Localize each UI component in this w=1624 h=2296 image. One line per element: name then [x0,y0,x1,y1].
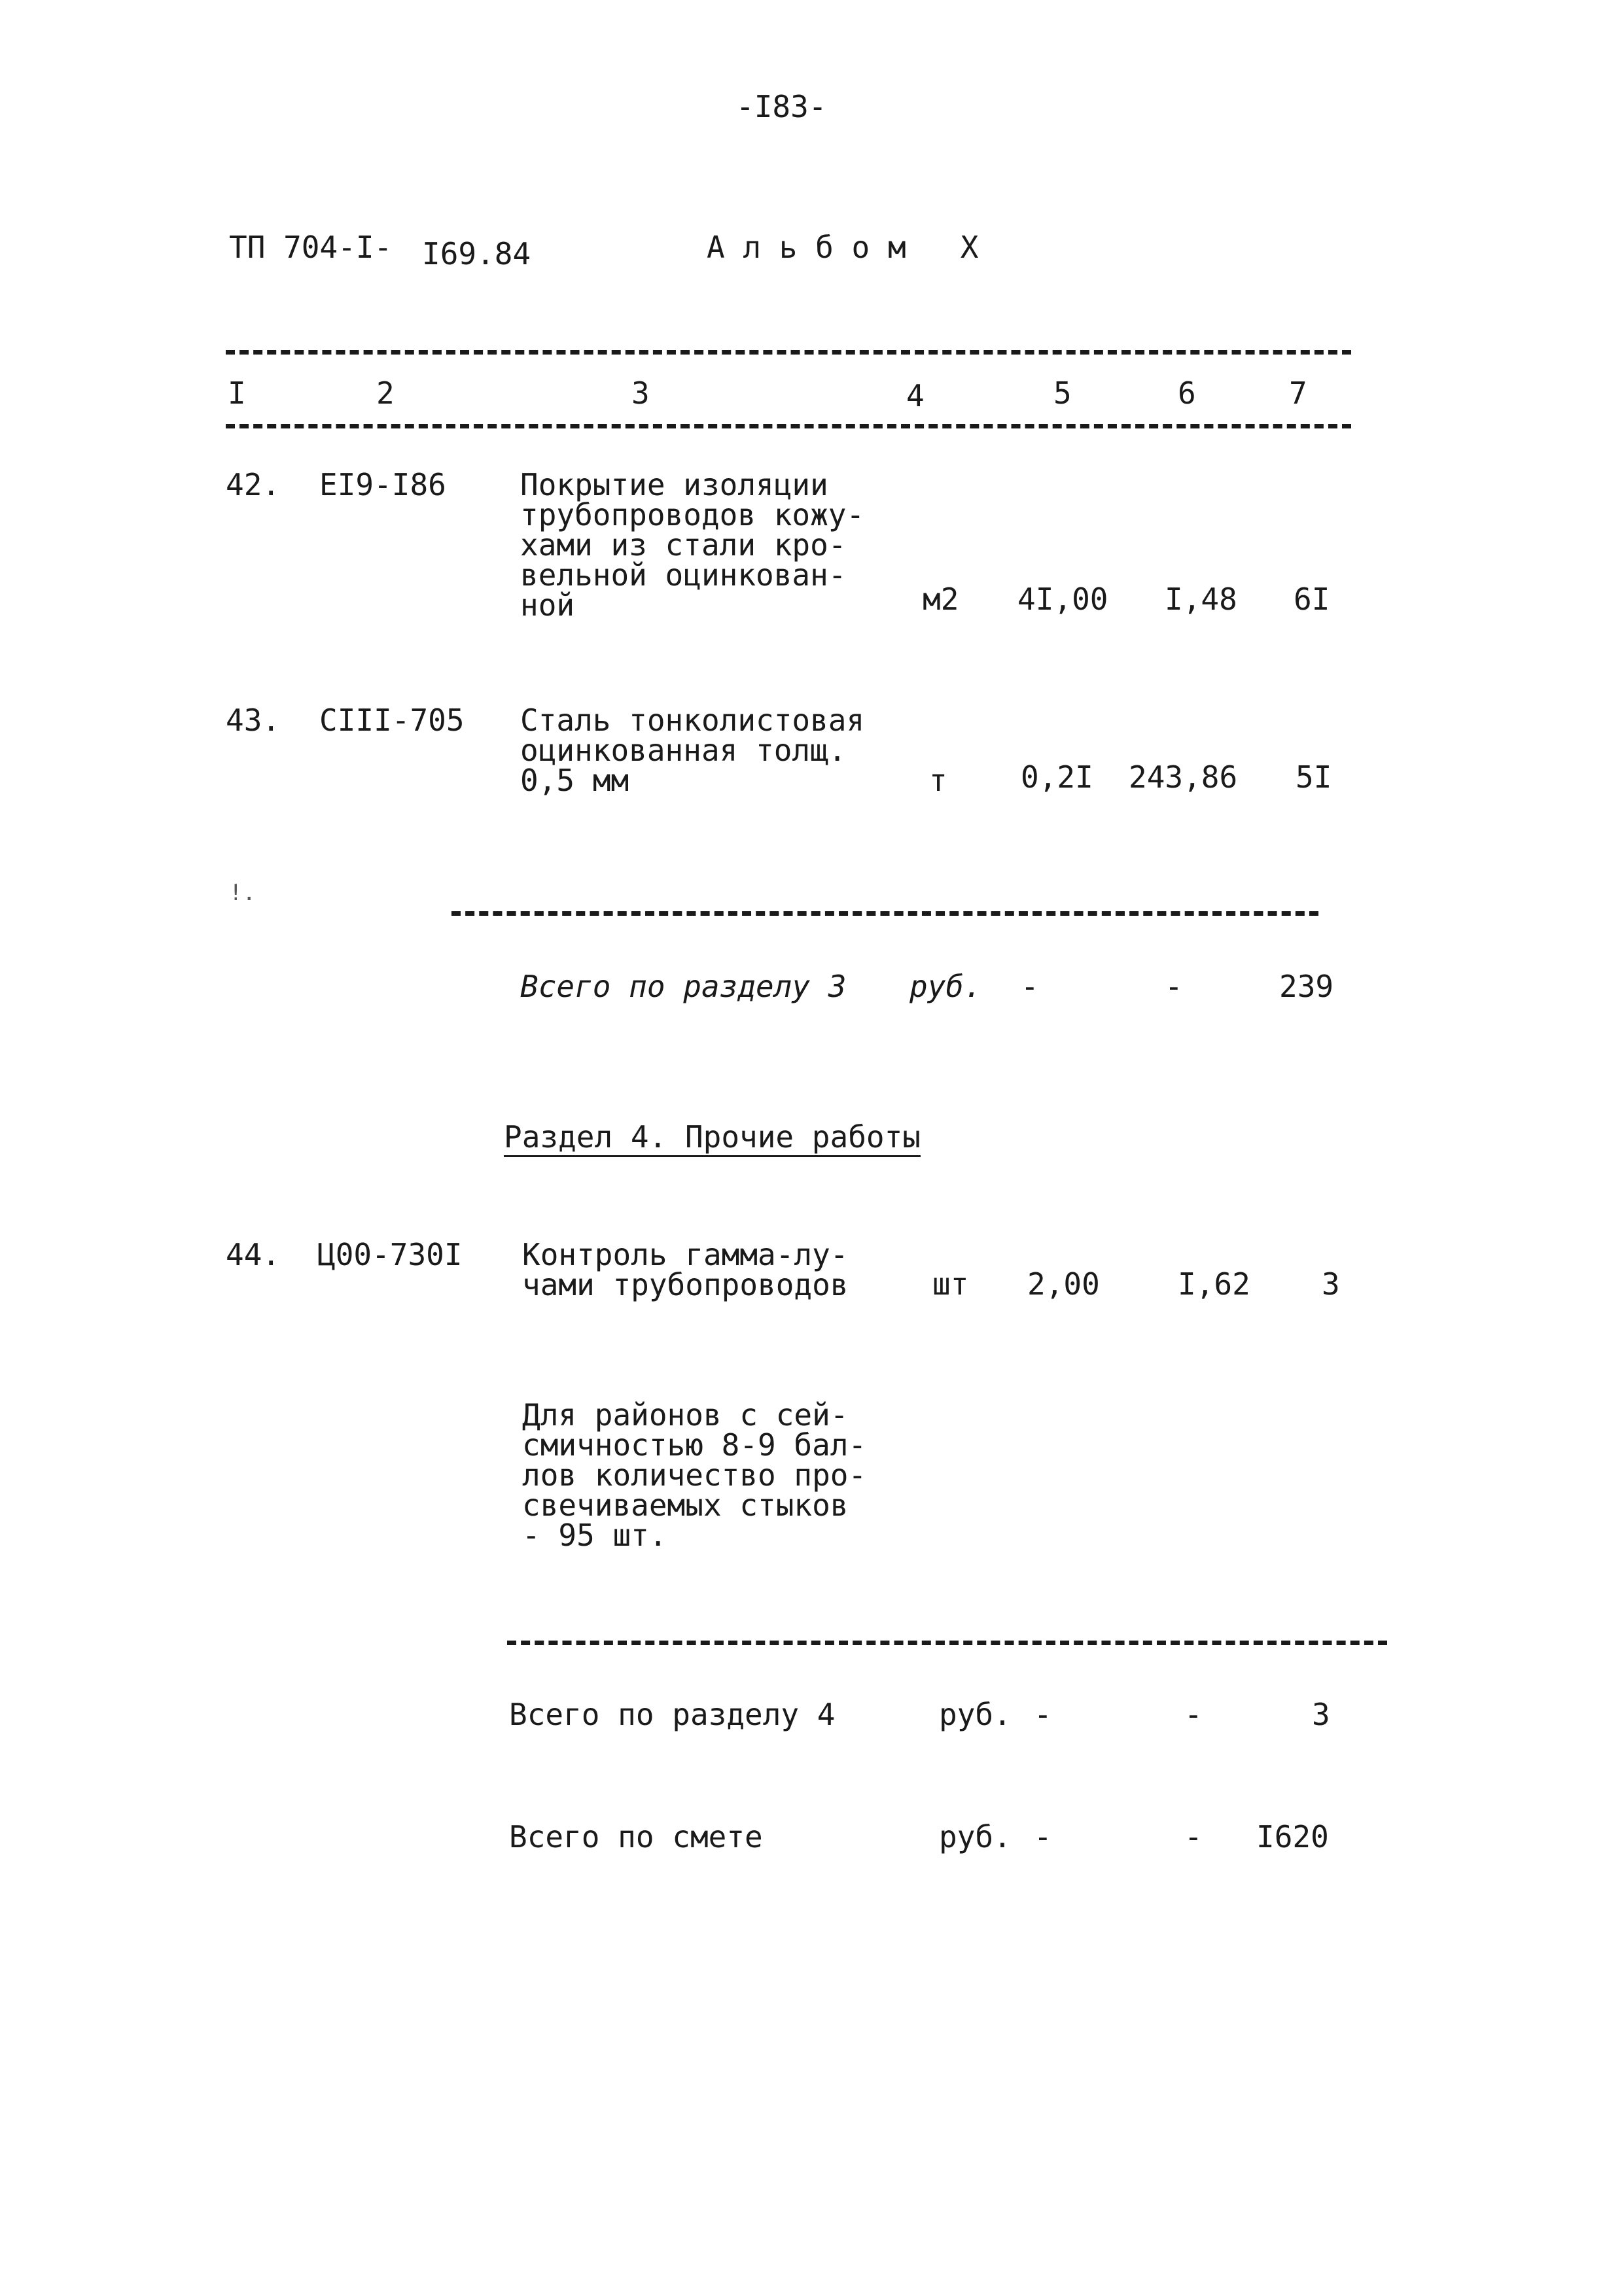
seismic-note: Для районов с сей- смичностью 8-9 бал- лов количество про- свечиваемых стыков - 95 шт. [522,1397,867,1553]
row-description: Сталь тонколистовая оцинкованная толщ. 0,5 мм [520,703,865,798]
subtotal-4-total: 3 [1312,1697,1330,1732]
row-description: Покрытие изоляции трубопроводов кожу- хами из стали кро- вельной оцинкован- ной [520,467,865,623]
row-unit-price: 243,86 [1129,759,1238,795]
row-unit: шт [932,1266,969,1302]
margin-mark: !. [229,880,256,906]
row-number: 42. [226,467,281,502]
header-bottom-rule [226,424,1351,428]
row-number: 43. [226,703,281,738]
subtotal-3-price: - [1165,969,1183,1004]
row-quantity: 2,00 [1027,1266,1100,1302]
row-unit-price: I,48 [1165,582,1237,617]
page-number: -I83- [736,89,827,124]
subtotal-3-label: Всего по разделу 3 [520,969,847,1004]
section-4-title: Раздел 4. Прочие работы [504,1119,921,1155]
column-header-3: 3 [631,375,650,411]
subtotal-3-unit: руб. [909,969,982,1004]
subtotal-4-label: Всего по разделу 4 [509,1697,836,1732]
row-total: 6I [1294,582,1330,617]
subtotal-4-qty: - [1034,1697,1052,1732]
subtotal-4-rule [507,1641,1387,1645]
row-code: EI9-I86 [319,467,446,502]
subtotal-3-qty: - [1021,969,1039,1004]
row-total: 5I [1296,759,1332,795]
row-description: Контроль гамма-лу- чами трубопроводов [522,1237,849,1302]
column-header-2: 2 [376,375,395,411]
row-unit: т [929,763,947,798]
grand-total-price: - [1184,1819,1203,1854]
subtotal-4-unit: руб. [939,1697,1012,1732]
grand-total-label: Всего по смете [509,1819,763,1854]
column-header-4: 4 [906,378,925,413]
column-header-1: I [228,375,246,411]
column-header-5: 5 [1053,375,1072,411]
subtotal-3-rule [451,911,1318,916]
grand-total-qty: - [1034,1819,1052,1854]
row-code: Ц00-730I [317,1237,463,1272]
column-header-7: 7 [1289,375,1307,411]
grand-total-unit: руб. [939,1819,1012,1854]
grand-total-value: I620 [1256,1819,1329,1854]
row-unit: м2 [923,582,959,617]
column-header-6: 6 [1178,375,1196,411]
row-unit-price: I,62 [1178,1266,1250,1302]
subtotal-3-total: 239 [1279,969,1334,1004]
row-number: 44. [226,1237,281,1272]
doc-number: I69.84 [422,236,531,271]
album-label: А л ь б о м X [707,230,979,265]
row-quantity: 0,2I [1021,759,1093,795]
subtotal-4-price: - [1184,1697,1203,1732]
header-top-rule [226,350,1351,355]
row-total: 3 [1322,1266,1340,1302]
row-code: CIII-705 [319,703,465,738]
doc-code: ТП 704-I- [229,230,393,265]
row-quantity: 4I,00 [1017,582,1108,617]
